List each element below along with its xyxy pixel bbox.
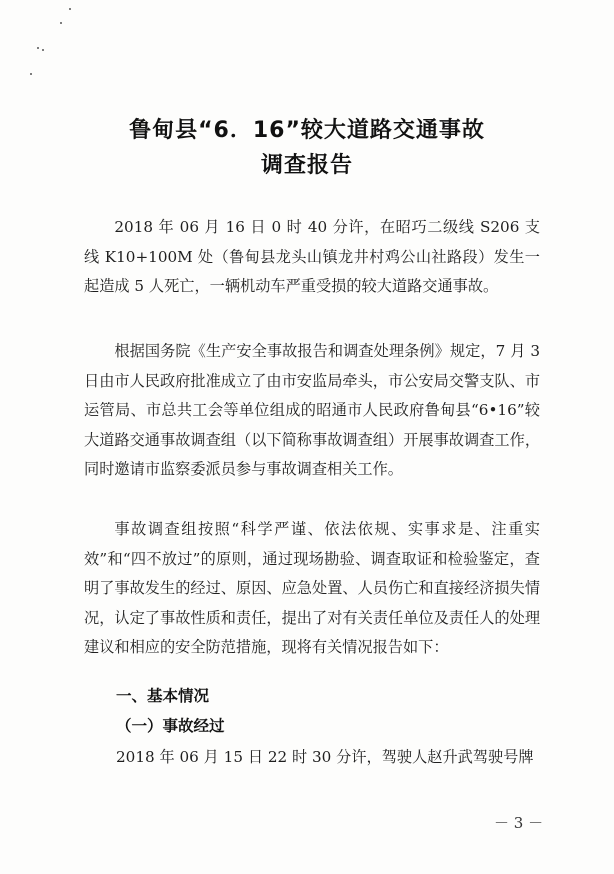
paragraph-4-first-line: 2018 年 06 月 15 日 22 时 30 分许，驾驶人赵升武驾驶号牌 (116, 748, 534, 766)
scan-speck (60, 22, 62, 24)
scan-speck (37, 47, 39, 49)
paragraph-3 (84, 515, 540, 663)
paragraph-2 (84, 337, 540, 485)
scan-speck (30, 73, 32, 75)
paragraph-text: 2018 年 06 月 16 日 0 时 40 分许，在昭巧二级线 S206 支线 K10+100M 处（鲁甸县龙头山镇龙井村鸡公山社路段）发生一起造成 5 人死亡，一辆机动车严重受损的较大道路交通事故。 (84, 218, 540, 295)
section-heading-basic-info: 一、基本情况 (116, 687, 210, 705)
subsection-heading-accident-process: （一）事故经过 (116, 717, 225, 735)
paragraph-text: 根据国务院《生产安全事故报告和调查处理条例》规定，7 月 3 日由市人民政府批准成立了由市安监局牵头，市公安局交警支队、市运管局、市总共工会等单位组成的昭通市人民政府鲁甸县“6•16”较大道路交通事故调查组（以下简称事故调查组）开展事故调查工作，同时邀请市监察委派员参与事故调查相关工作。 (84, 342, 540, 478)
paragraph-1 (84, 213, 540, 302)
document-title-line-1: 鲁甸县“6．16”较大道路交通事故 (129, 118, 485, 143)
scan-speck (69, 8, 71, 10)
paragraph-text: 事故调查组按照“科学严谨、依法依规、实事求是、注重实效”和“四不放过”的原则，通过现场勘验、调查取证和检验鉴定，查明了事故发生的经过、原因、应急处置、人员伤亡和直接经济损失情况，认定了事故性质和责任，提出了对有关责任单位及责任人的处理建议和相应的安全防范措施，现将有关情况报告如下： (84, 520, 540, 656)
document-title-line-2: 调查报告 (260, 153, 353, 178)
scan-speck (42, 49, 44, 51)
page-number: － 3 － (494, 814, 544, 832)
